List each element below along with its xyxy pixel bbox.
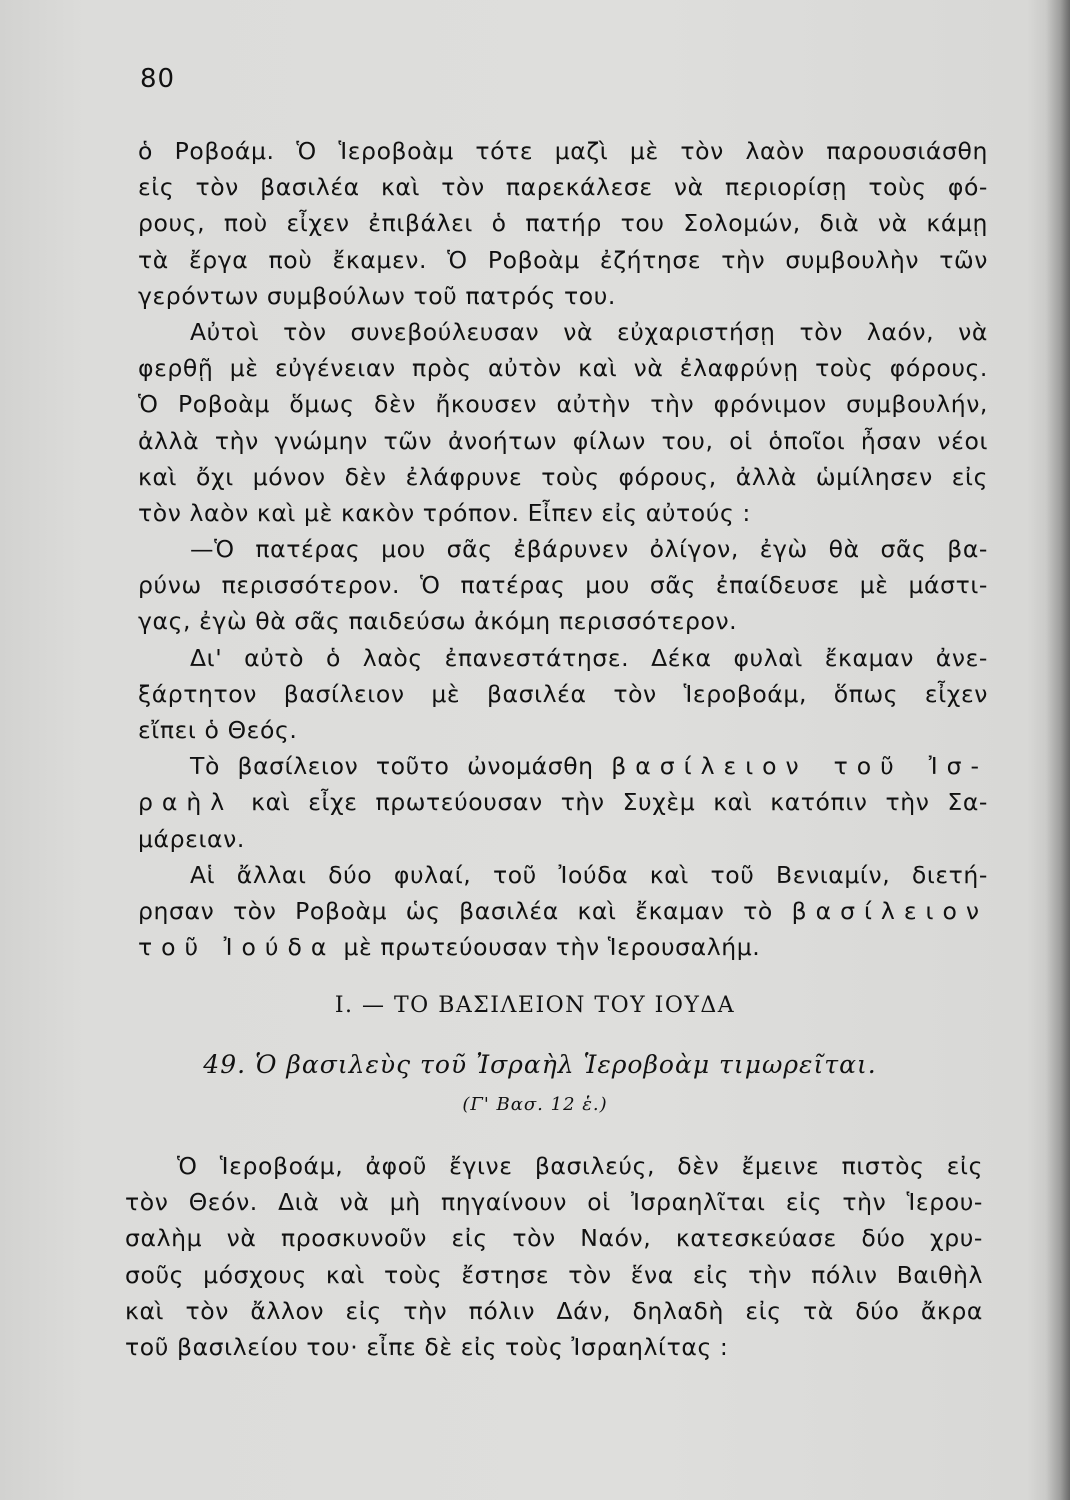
text-line [138, 929, 988, 965]
text-line: εἴπει ὁ Θεός. [138, 716, 298, 744]
text-line: Αἱ ἄλλαι δύο φυλαί, τοῦ Ἰούδα καὶ τοῦ Βενιαμίν, διετή- [190, 860, 988, 889]
spaced-emphasis: τοῦ Ἰούδα [138, 933, 336, 962]
text-line: τὰ ἔργα ποὺ ἔκαμεν. Ὁ Ροβοὰμ ἐζήτησε τὴν συμβουλὴν τῶν [138, 245, 988, 274]
text-line: καὶ ὄχι μόνον δὲν ἐλάφρυνε τοὺς φόρους, ἀλλὰ ὡμίλησεν εἰς [138, 462, 988, 491]
text-line: τὸν Θεόν. Διὰ νὰ μὴ πηγαίνουν οἱ Ἰσραηλῖται εἰς τὴν Ἱερου- [125, 1188, 983, 1217]
text-run: μὲ πρωτεύουσαν τὴν Ἱερουσαλήμ. [343, 933, 761, 962]
spaced-emphasis: ραὴλ [138, 788, 234, 817]
text-line: γερόντων συμβούλων τοῦ πατρός του. [138, 281, 616, 310]
text-line: Δι' αὐτὸ ὁ λαὸς ἐπανεστάτησε. Δέκα φυλαὶ ἔκαμαν ἀνε- [190, 643, 988, 672]
text-line: ρους, ποὺ εἶχεν ἐπιβάλει ὁ πατήρ του Σολομών, διὰ νὰ κάμῃ [138, 209, 988, 238]
body-text-lower [125, 1148, 983, 1365]
text-line: εἰς τὸν βασιλέα καὶ τὸν παρεκάλεσε νὰ περιορίσῃ τοὺς φό- [138, 173, 988, 202]
text-line: μάρειαν. [138, 824, 245, 853]
body-text-upper [138, 133, 988, 965]
text-line: καὶ τὸν ἄλλον εἰς τὴν πόλιν Δάν, δηλαδὴ εἰς τὰ δύο ἄκρα [125, 1296, 983, 1325]
text-line: ἀλλὰ τὴν γνώμην τῶν ἀνοήτων φίλων του, οἱ ὁποῖοι ἦσαν νέοι [138, 426, 988, 455]
text-line: γας, ἐγὼ θὰ σᾶς παιδεύσω ἀκόμη περισσότερον. [138, 607, 738, 636]
text-run: καὶ εἶχε πρωτεύουσαν τὴν Συχὲμ καὶ κατόπιν τὴν Σα- [251, 788, 988, 817]
text-line [138, 748, 988, 784]
spaced-emphasis: βασίλειον τοῦ Ἰσ- [611, 752, 989, 781]
text-line: τὸν λαὸν καὶ μὲ κακὸν τρόπον. Εἶπεν εἰς αὐτούς : [138, 498, 751, 527]
chapter-reference: (Γ' Βασ. 12 ἑ.) [462, 1094, 608, 1115]
page-number: 80 [140, 64, 176, 94]
text-line: Ὁ Ἱεροβοάμ, ἀφοῦ ἔγινε βασιλεύς, δὲν ἔμεινε πιστὸς εἰς [177, 1152, 983, 1180]
text-line: σοῦς μόσχους καὶ τοὺς ἔστησε τὸν ἕνα εἰς τὴν πόλιν Βαιθὴλ [125, 1260, 983, 1289]
text-line: Ὁ Ροβοὰμ ὅμως δὲν ἤκουσεν αὐτὴν τὴν φρόνιμον συμβουλήν, [138, 390, 988, 419]
text-line: σαλὴμ νὰ προσκυνοῦν εἰς τὸν Ναόν, κατεσκεύασε δύο χρυ- [125, 1224, 983, 1253]
text-line: ρύνω περισσότερον. Ὁ πατέρας μου σᾶς ἐπαίδευσε μὲ μάστι- [138, 571, 988, 600]
text-line: φερθῇ μὲ εὐγένειαν πρὸς αὐτὸν καὶ νὰ ἐλαφρύνῃ τοὺς φόρους. [138, 354, 988, 383]
text-line: ξάρτητον βασίλειον μὲ βασιλέα τὸν Ἱεροβοάμ, ὅπως εἶχεν [138, 679, 988, 708]
text-line [138, 784, 988, 820]
text-line: Αὐτοὶ τὸν συνεβούλευσαν νὰ εὐχαριστήσῃ τὸν λαόν, νὰ [190, 317, 988, 346]
text-line: τοῦ βασιλείου του· εἶπε δὲ εἰς τοὺς Ἰσραηλίτας : [125, 1332, 729, 1361]
text-line: —Ὁ πατέρας μου σᾶς ἐβάρυνεν ὀλίγον, ἐγὼ θὰ σᾶς βα- [190, 535, 988, 564]
text-run: ρησαν τὸν Ροβοὰμ ὡς βασιλέα καὶ ἔκαμαν τὸ [138, 896, 773, 925]
text-line [138, 893, 988, 929]
chapter-title: 49. Ὁ βασιλεὺς τοῦ Ἰσραὴλ Ἱεροβοὰμ τιμωρεῖται. [203, 1050, 877, 1079]
text-run: Τὸ βασίλειον τοῦτο ὠνομάσθη [190, 752, 594, 781]
text-line: ὁ Ροβοάμ. Ὁ Ἱεροβοὰμ τότε μαζὶ μὲ τὸν λαὸν παρουσιάσθη [138, 137, 988, 165]
page-edge-shadow [1046, 0, 1070, 1500]
section-heading: Ι. — ΤΟ ΒΑΣΙΛΕΙΟΝ ΤΟΥ ΙΟΥΔΑ [334, 993, 736, 1018]
spaced-emphasis: βασίλειον [791, 896, 988, 925]
